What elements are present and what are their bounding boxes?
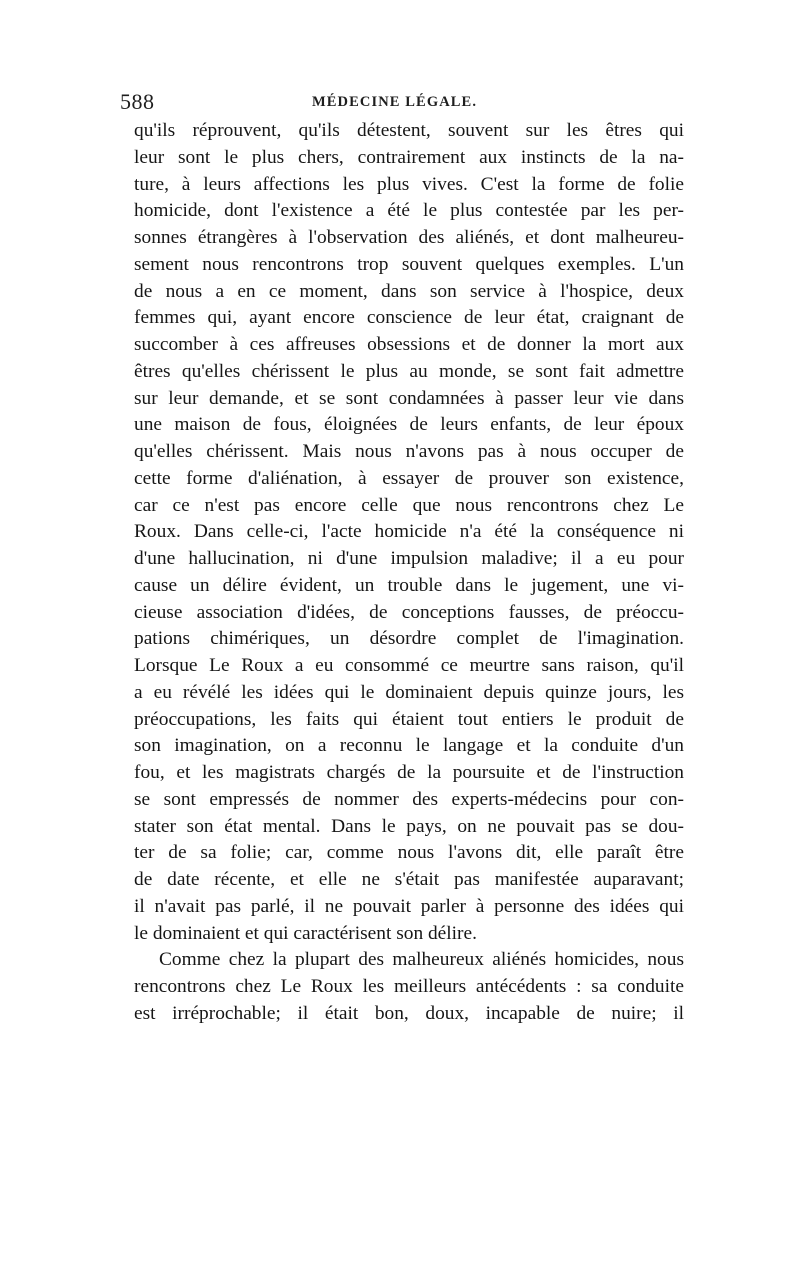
text-line: le dominaient et qui caractérisent son délire. <box>134 922 477 944</box>
text-line: est irréprochable; il était bon, doux, incapable de nuire; il <box>134 1002 684 1024</box>
text-line: son imagination, on a reconnu le langage et la conduite d'un <box>134 735 684 757</box>
text-line: leur sont le plus chers, contrairement aux instincts de la na- <box>134 146 684 168</box>
text-line: Roux. Dans celle-ci, l'acte homicide n'a été la conséquence ni <box>134 521 684 543</box>
text-line: Comme chez la plupart des malheureux aliénés homicides, nous <box>159 949 684 971</box>
text-line: qu'ils réprouvent, qu'ils détestent, souvent sur les êtres qui <box>134 120 684 141</box>
text-line: cette forme d'aliénation, à essayer de prouver son existence, <box>134 467 684 489</box>
text-line: sement nous rencontrons trop souvent quelques exemples. L'un <box>134 253 684 275</box>
text-line: sur leur demande, et se sont condamnées à passer leur vie dans <box>134 387 684 409</box>
text-line: ture, à leurs affections les plus vives. C'est la forme de folie <box>134 173 684 195</box>
text-line: une maison de fous, éloignées de leurs enfants, de leur époux <box>134 414 684 436</box>
text-line: stater son état mental. Dans le pays, on ne pouvait pas se dou- <box>134 815 684 837</box>
body-text <box>134 118 684 1028</box>
text-line: il n'avait pas parlé, il ne pouvait parler à personne des idées qui <box>134 895 684 917</box>
text-line: de nous a en ce moment, dans son service à l'hospice, deux <box>134 280 684 302</box>
text-line: pations chimériques, un désordre complet de l'imagination. <box>134 628 684 650</box>
page-header <box>120 89 684 119</box>
text-line: succomber à ces affreuses obsessions et de donner la mort aux <box>134 334 684 355</box>
text-line: cieuse association d'idées, de conceptions fausses, de préoccu- <box>134 601 684 623</box>
text-line: Lorsque Le Roux a eu consommé ce meurtre sans raison, qu'il <box>134 655 684 676</box>
running-title: MÉDECINE LÉGALE. <box>312 94 478 110</box>
text-line: homicide, dont l'existence a été le plus contestée par les per- <box>134 200 684 222</box>
text-line: qu'elles chérissent. Mais nous n'avons pas à nous occuper de <box>134 441 684 462</box>
text-line: ter de sa folie; car, comme nous l'avons dit, elle paraît être <box>134 842 684 864</box>
paragraph-2 <box>134 947 684 1027</box>
text-line: préoccupations, les faits qui étaient tout entiers le produit de <box>134 708 684 730</box>
text-line: sonnes étrangères à l'observation des aliénés, et dont malheureu- <box>134 227 684 248</box>
text-line: fou, et les magistrats chargés de la poursuite et de l'instruction <box>134 762 684 783</box>
text-line: se sont empressés de nommer des experts-médecins pour con- <box>134 788 684 810</box>
text-line: car ce n'est pas encore celle que nous rencontrons chez Le <box>134 494 684 516</box>
text-line: de date récente, et elle ne s'était pas manifestée auparavant; <box>134 869 684 890</box>
text-line: d'une hallucination, ni d'une impulsion maladive; il a eu pour <box>134 548 684 569</box>
text-line: a eu révélé les idées qui le dominaient depuis quinze jours, les <box>134 681 684 703</box>
page-number: 588 <box>120 89 155 114</box>
text-line: cause un délire évident, un trouble dans le jugement, une vi- <box>134 574 684 596</box>
text-line: rencontrons chez Le Roux les meilleurs antécédents : sa conduite <box>134 976 684 997</box>
paragraph-1 <box>134 118 684 947</box>
text-line: êtres qu'elles chérissent le plus au monde, se sont fait admettre <box>134 360 684 382</box>
text-line: femmes qui, ayant encore conscience de leur état, craignant de <box>134 307 684 329</box>
